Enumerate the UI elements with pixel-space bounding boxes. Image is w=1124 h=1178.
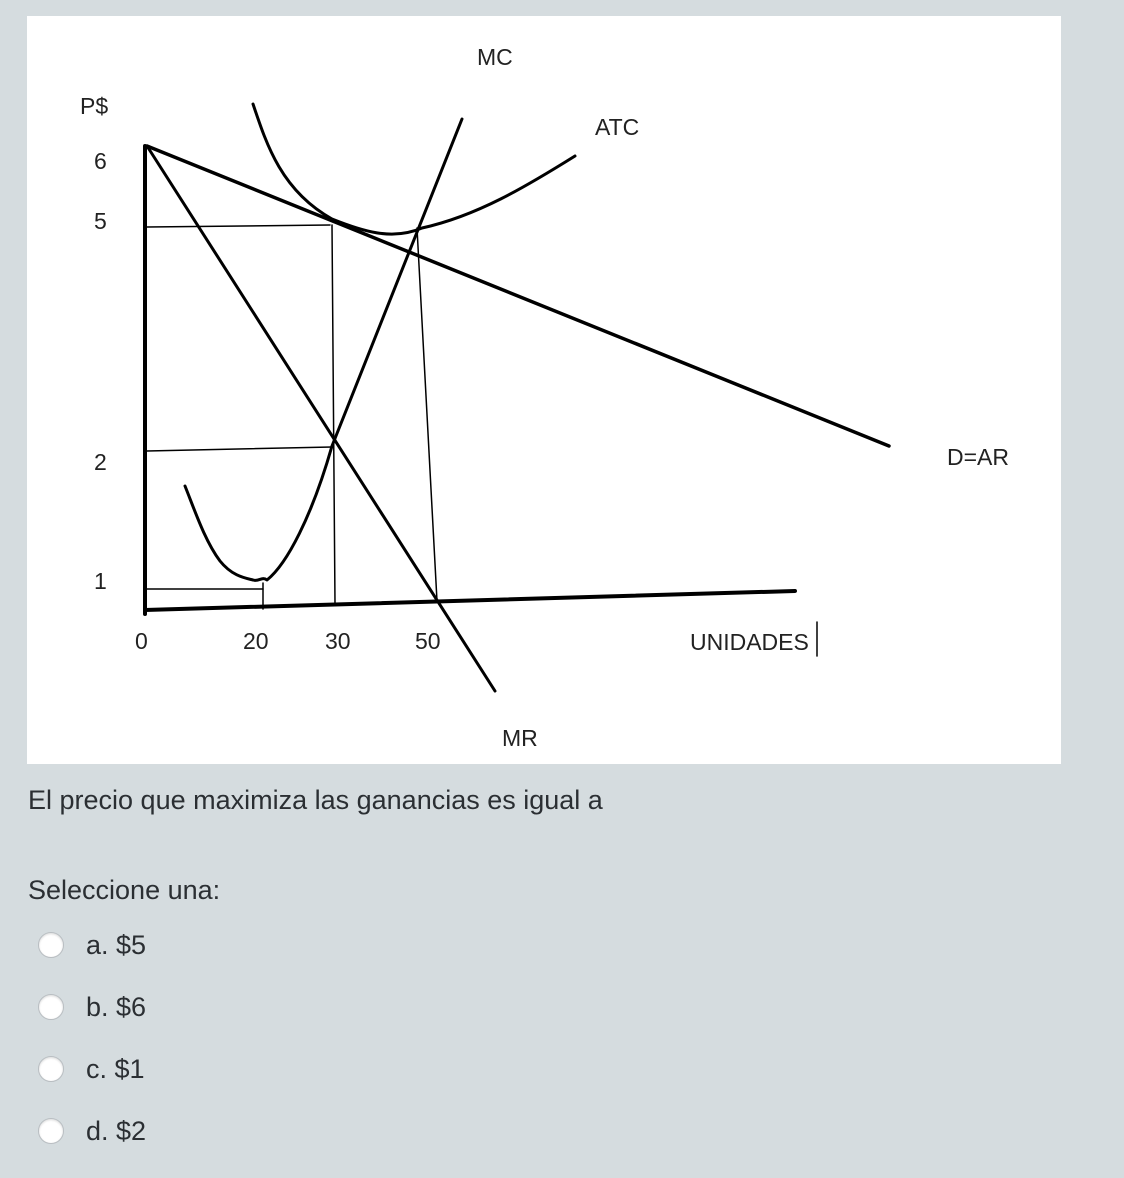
option-label: b. $6 <box>86 991 147 1022</box>
y-tick-2: 2 <box>94 449 107 475</box>
option-label: a. $5 <box>86 929 147 960</box>
option-a[interactable] <box>38 925 358 965</box>
radio-button[interactable] <box>38 932 64 958</box>
atc-label: ATC <box>595 114 640 140</box>
economics-diagram <box>27 16 1061 764</box>
mc-curve <box>185 119 462 580</box>
x-tick-0: 0 <box>135 628 148 654</box>
demand-label: D=AR <box>947 444 1009 470</box>
radio-button[interactable] <box>38 994 64 1020</box>
y-tick-6: 6 <box>94 148 107 174</box>
guide-price-5 <box>147 225 330 227</box>
cost-curves-graph <box>27 16 1061 764</box>
atc-curve <box>253 104 575 234</box>
mc-label: MC <box>477 44 513 70</box>
y-tick-5: 5 <box>94 208 107 234</box>
x-tick-30: 30 <box>325 628 351 654</box>
option-label: d. $2 <box>86 1115 147 1146</box>
guide-q-50 <box>417 228 437 601</box>
guide-price-2 <box>147 447 332 451</box>
option-b[interactable] <box>38 987 358 1027</box>
y-axis-label: P$ <box>80 93 109 119</box>
option-c[interactable] <box>38 1049 358 1089</box>
option-d[interactable] <box>38 1111 358 1151</box>
y-tick-1: 1 <box>94 568 107 594</box>
x-axis-line <box>145 591 795 610</box>
question-text: El precio que maximiza las ganancias es igual a <box>28 785 603 815</box>
x-axis-label: UNIDADES <box>690 629 809 655</box>
x-tick-20: 20 <box>243 628 269 654</box>
guide-q-30 <box>332 225 335 604</box>
select-prompt: Seleccione una: <box>28 875 221 905</box>
radio-button[interactable] <box>38 1056 64 1082</box>
mr-label: MR <box>502 725 538 751</box>
x-tick-50: 50 <box>415 628 441 654</box>
radio-button[interactable] <box>38 1118 64 1144</box>
option-label: c. $1 <box>86 1053 145 1084</box>
